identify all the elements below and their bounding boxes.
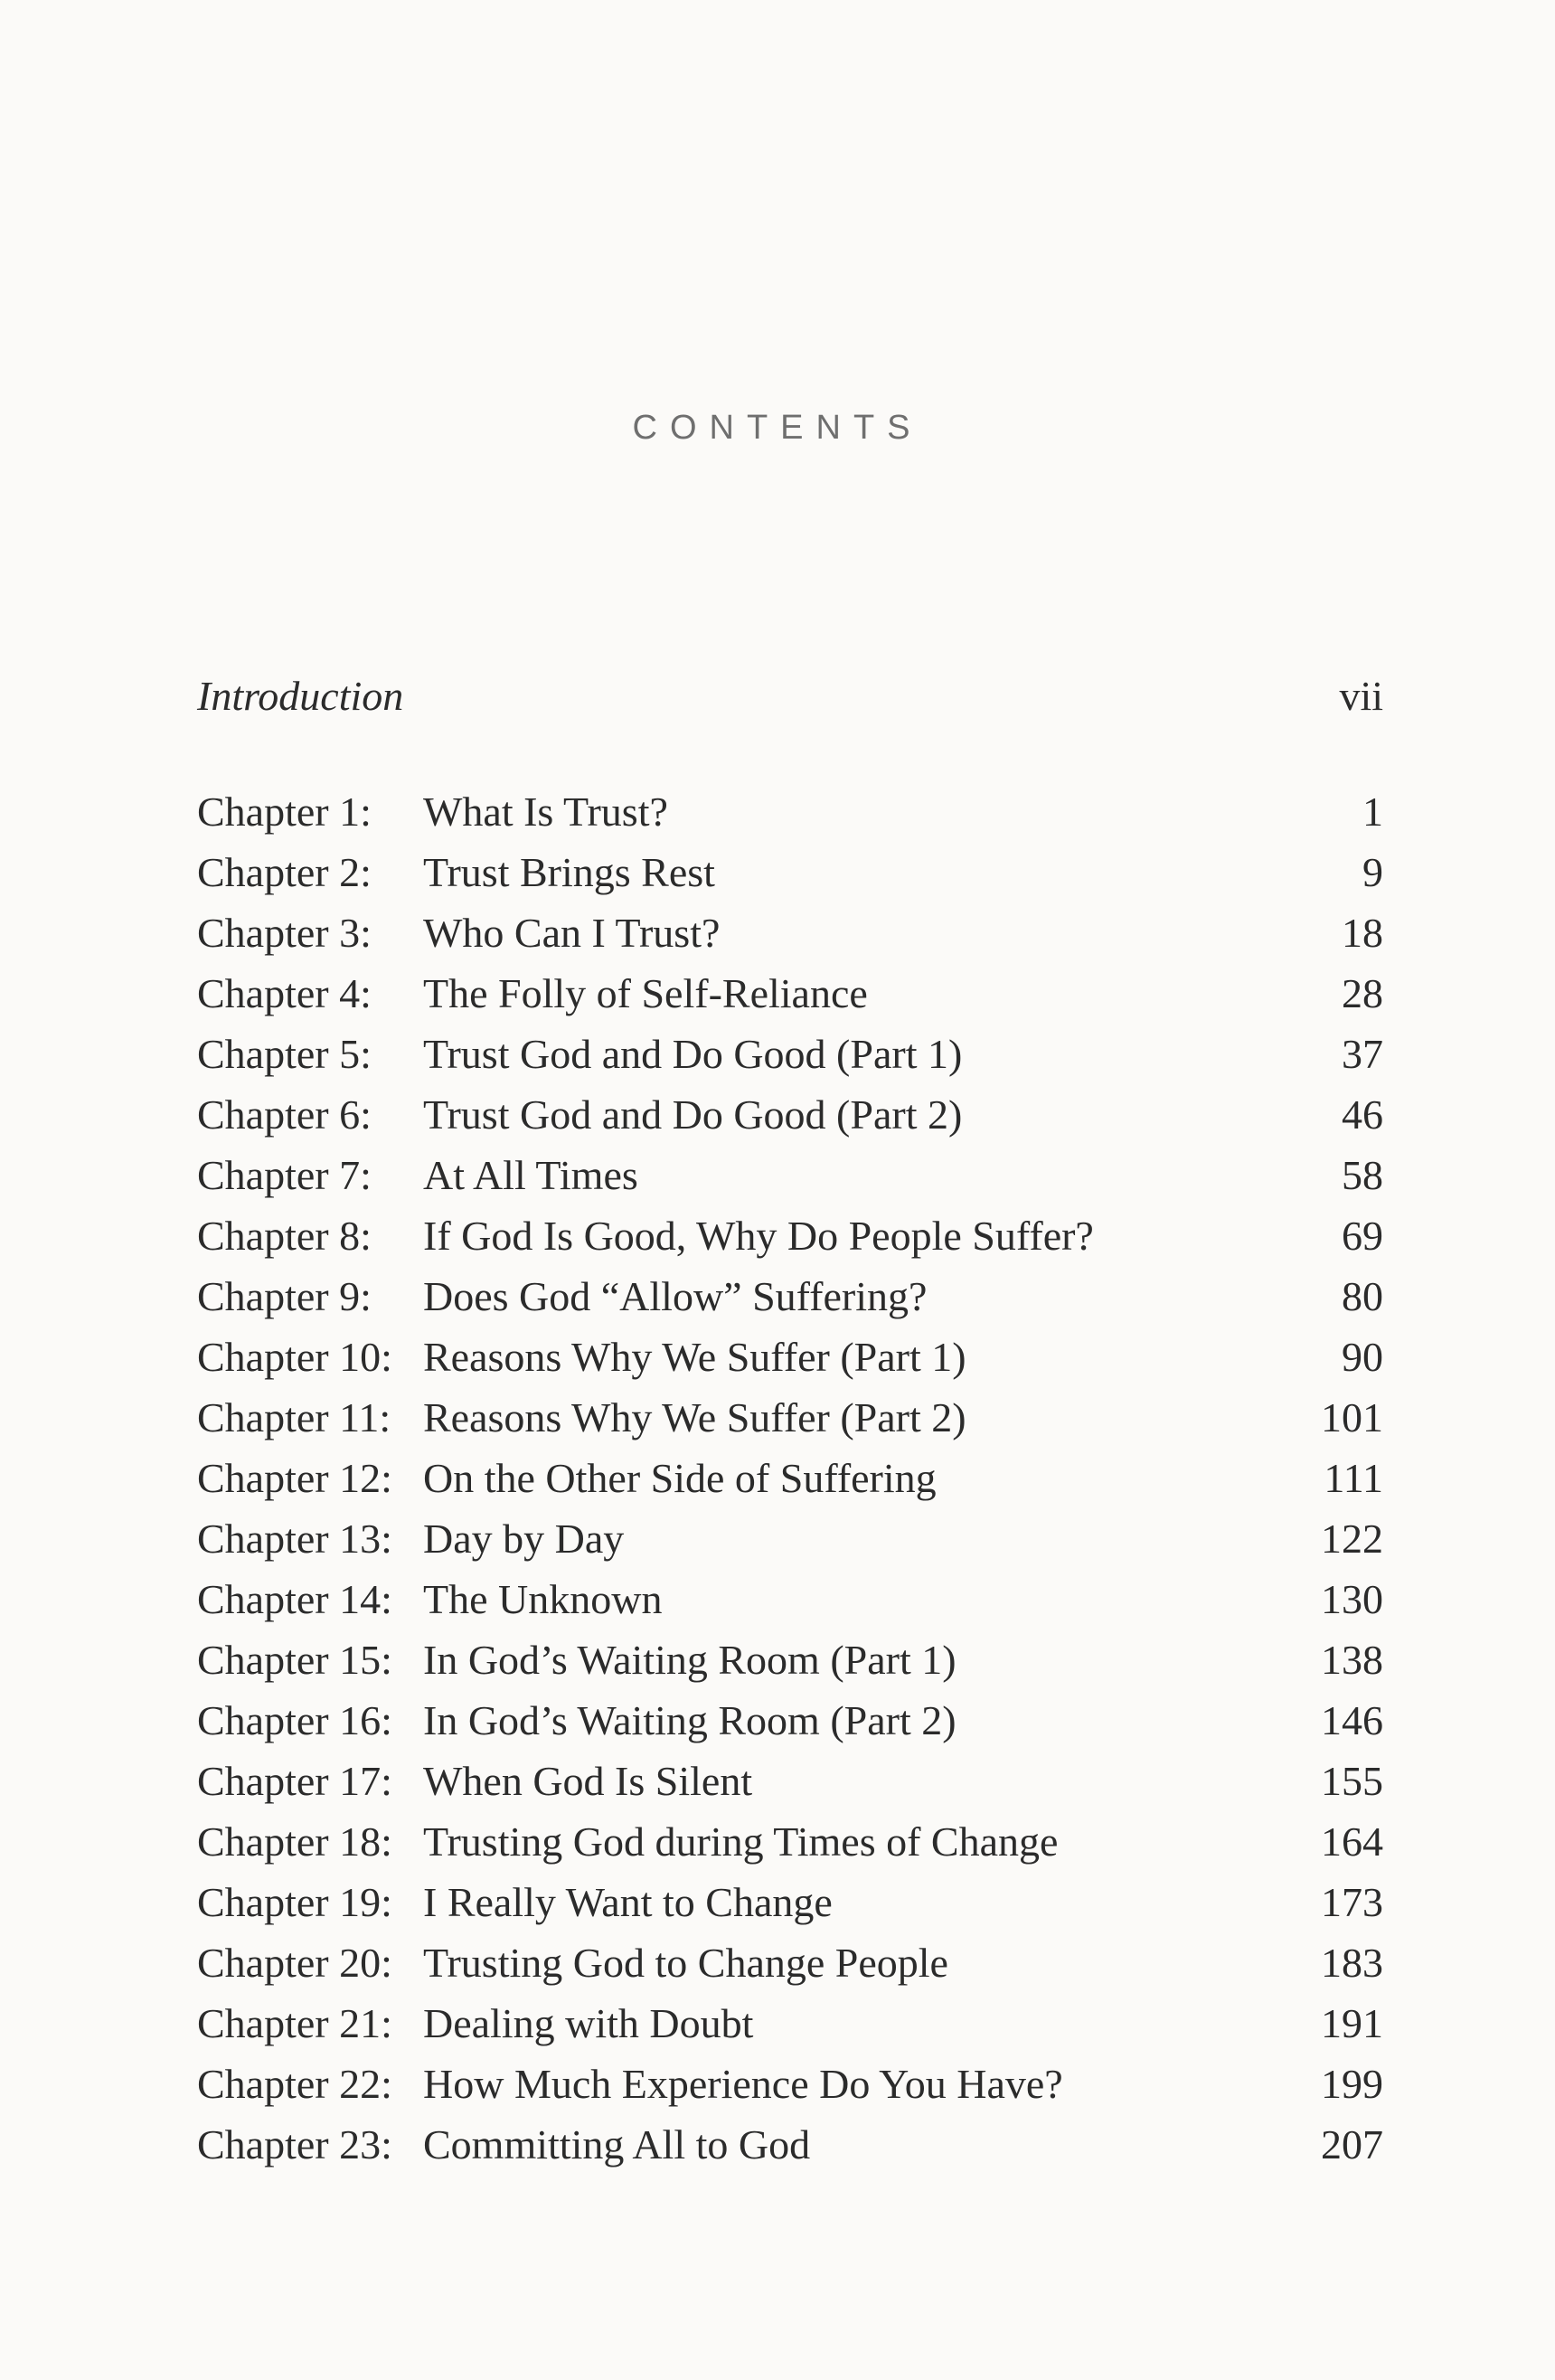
chapter-page-number: 58 (1342, 1152, 1383, 1198)
chapter-page-number: 46 (1342, 1091, 1383, 1138)
chapter-number: Chapter 11: (197, 1394, 391, 1440)
chapter-title: Trust Brings Rest (423, 849, 715, 895)
chapter-number: Chapter 22: (197, 2061, 392, 2107)
chapter-page-number: 9 (1362, 849, 1383, 895)
chapter-number: Chapter 23: (197, 2121, 392, 2168)
chapter-page-number: 1 (1362, 789, 1383, 835)
chapter-title: What Is Trust? (423, 789, 668, 835)
chapter-page-number: 18 (1342, 910, 1383, 956)
toc-chapter-row (197, 1690, 1383, 1751)
chapter-number: Chapter 19: (197, 1879, 392, 1925)
toc-chapter-row (197, 1024, 1383, 1084)
chapter-number: Chapter 8: (197, 1213, 372, 1259)
chapter-title: I Really Want to Change (423, 1879, 833, 1925)
chapter-number: Chapter 5: (197, 1031, 372, 1077)
chapter-page-number: 173 (1321, 1879, 1383, 1925)
chapter-number: Chapter 1: (197, 789, 372, 835)
chapter-title: When God Is Silent (423, 1758, 753, 1804)
chapter-number: Chapter 21: (197, 2000, 392, 2046)
chapter-page-number: 191 (1321, 2000, 1383, 2046)
chapter-page-number: 130 (1321, 1576, 1383, 1622)
chapter-number: Chapter 15: (197, 1637, 392, 1683)
chapter-number: Chapter 9: (197, 1273, 372, 1319)
toc-chapter-row (197, 963, 1383, 1024)
chapter-number: Chapter 2: (197, 849, 372, 895)
chapter-title: Who Can I Trust? (423, 910, 721, 956)
chapter-page-number: 146 (1321, 1697, 1383, 1743)
chapter-number: Chapter 4: (197, 970, 372, 1016)
toc-chapter-row (197, 902, 1383, 963)
chapter-page-number: 122 (1321, 1516, 1383, 1562)
chapter-number: Chapter 6: (197, 1091, 372, 1138)
toc-chapter-row (197, 1569, 1383, 1629)
chapter-number: Chapter 14: (197, 1576, 392, 1622)
toc-chapter-row (197, 2054, 1383, 2114)
chapter-title: At All Times (423, 1152, 638, 1198)
toc-chapter-row (197, 781, 1383, 842)
toc-chapter-row (197, 1811, 1383, 1872)
chapter-title: In God’s Waiting Room (Part 1) (423, 1637, 957, 1683)
toc-chapter-row (197, 1266, 1383, 1327)
chapter-number: Chapter 3: (197, 910, 372, 956)
toc-chapter-list (197, 781, 1383, 2175)
chapter-title: In God’s Waiting Room (Part 2) (423, 1697, 957, 1743)
chapter-title: Reasons Why We Suffer (Part 1) (423, 1334, 966, 1380)
chapter-title: Trusting God during Times of Change (423, 1818, 1059, 1865)
chapter-number: Chapter 7: (197, 1152, 372, 1198)
toc-chapter-row (197, 1629, 1383, 1690)
chapter-page-number: 111 (1324, 1455, 1383, 1501)
toc-chapter-row (197, 1448, 1383, 1508)
toc-chapter-row (197, 1932, 1383, 1993)
chapter-title: The Unknown (423, 1576, 663, 1622)
chapter-title: Day by Day (423, 1516, 625, 1562)
chapter-page-number: 207 (1321, 2121, 1383, 2168)
toc-chapter-row (197, 1145, 1383, 1205)
chapter-title: How Much Experience Do You Have? (423, 2061, 1063, 2107)
chapter-number: Chapter 17: (197, 1758, 392, 1804)
toc-chapter-row (197, 2114, 1383, 2175)
chapter-title: Committing All to God (423, 2121, 811, 2168)
chapter-page-number: 155 (1321, 1758, 1383, 1804)
chapter-page-number: 69 (1342, 1213, 1383, 1259)
chapter-page-number: 199 (1321, 2061, 1383, 2107)
chapter-page-number: 90 (1342, 1334, 1383, 1380)
chapter-title: The Folly of Self-Reliance (423, 970, 868, 1016)
toc-introduction-row (197, 669, 1383, 723)
toc-chapter-row (197, 1993, 1383, 2054)
toc-chapter-row (197, 842, 1383, 902)
chapter-title: Trust God and Do Good (Part 2) (423, 1091, 963, 1138)
toc-chapter-row (197, 1751, 1383, 1811)
chapter-title: On the Other Side of Suffering (423, 1455, 937, 1501)
chapter-title: Reasons Why We Suffer (Part 2) (423, 1394, 966, 1440)
chapter-title: Dealing with Doubt (423, 2000, 754, 2046)
toc-chapter-row (197, 1508, 1383, 1569)
chapter-title: If God Is Good, Why Do People Suffer? (423, 1213, 1094, 1259)
chapter-page-number: 183 (1321, 1940, 1383, 1986)
chapter-page-number: 80 (1342, 1273, 1383, 1319)
chapter-number: Chapter 12: (197, 1455, 392, 1501)
chapter-number: Chapter 18: (197, 1818, 392, 1865)
chapter-title: Does God “Allow” Suffering? (423, 1273, 928, 1319)
toc-chapter-row (197, 1205, 1383, 1266)
introduction-page-number: vii (1339, 673, 1383, 719)
toc-chapter-row (197, 1084, 1383, 1145)
chapter-title: Trusting God to Change People (423, 1940, 948, 1986)
toc-chapter-row (197, 1872, 1383, 1932)
introduction-label: Introduction (197, 673, 404, 719)
chapter-page-number: 164 (1321, 1818, 1383, 1865)
chapter-page-number: 28 (1342, 970, 1383, 1016)
chapter-number: Chapter 20: (197, 1940, 392, 1986)
toc-chapter-row (197, 1327, 1383, 1387)
chapter-number: Chapter 10: (197, 1334, 392, 1380)
chapter-page-number: 138 (1321, 1637, 1383, 1683)
chapter-page-number: 37 (1342, 1031, 1383, 1077)
chapter-page-number: 101 (1321, 1394, 1383, 1440)
chapter-number: Chapter 16: (197, 1697, 392, 1743)
toc-chapter-row (197, 1387, 1383, 1448)
chapter-number: Chapter 13: (197, 1516, 392, 1562)
contents-heading: CONTENTS (632, 409, 923, 447)
chapter-title: Trust God and Do Good (Part 1) (423, 1031, 963, 1077)
